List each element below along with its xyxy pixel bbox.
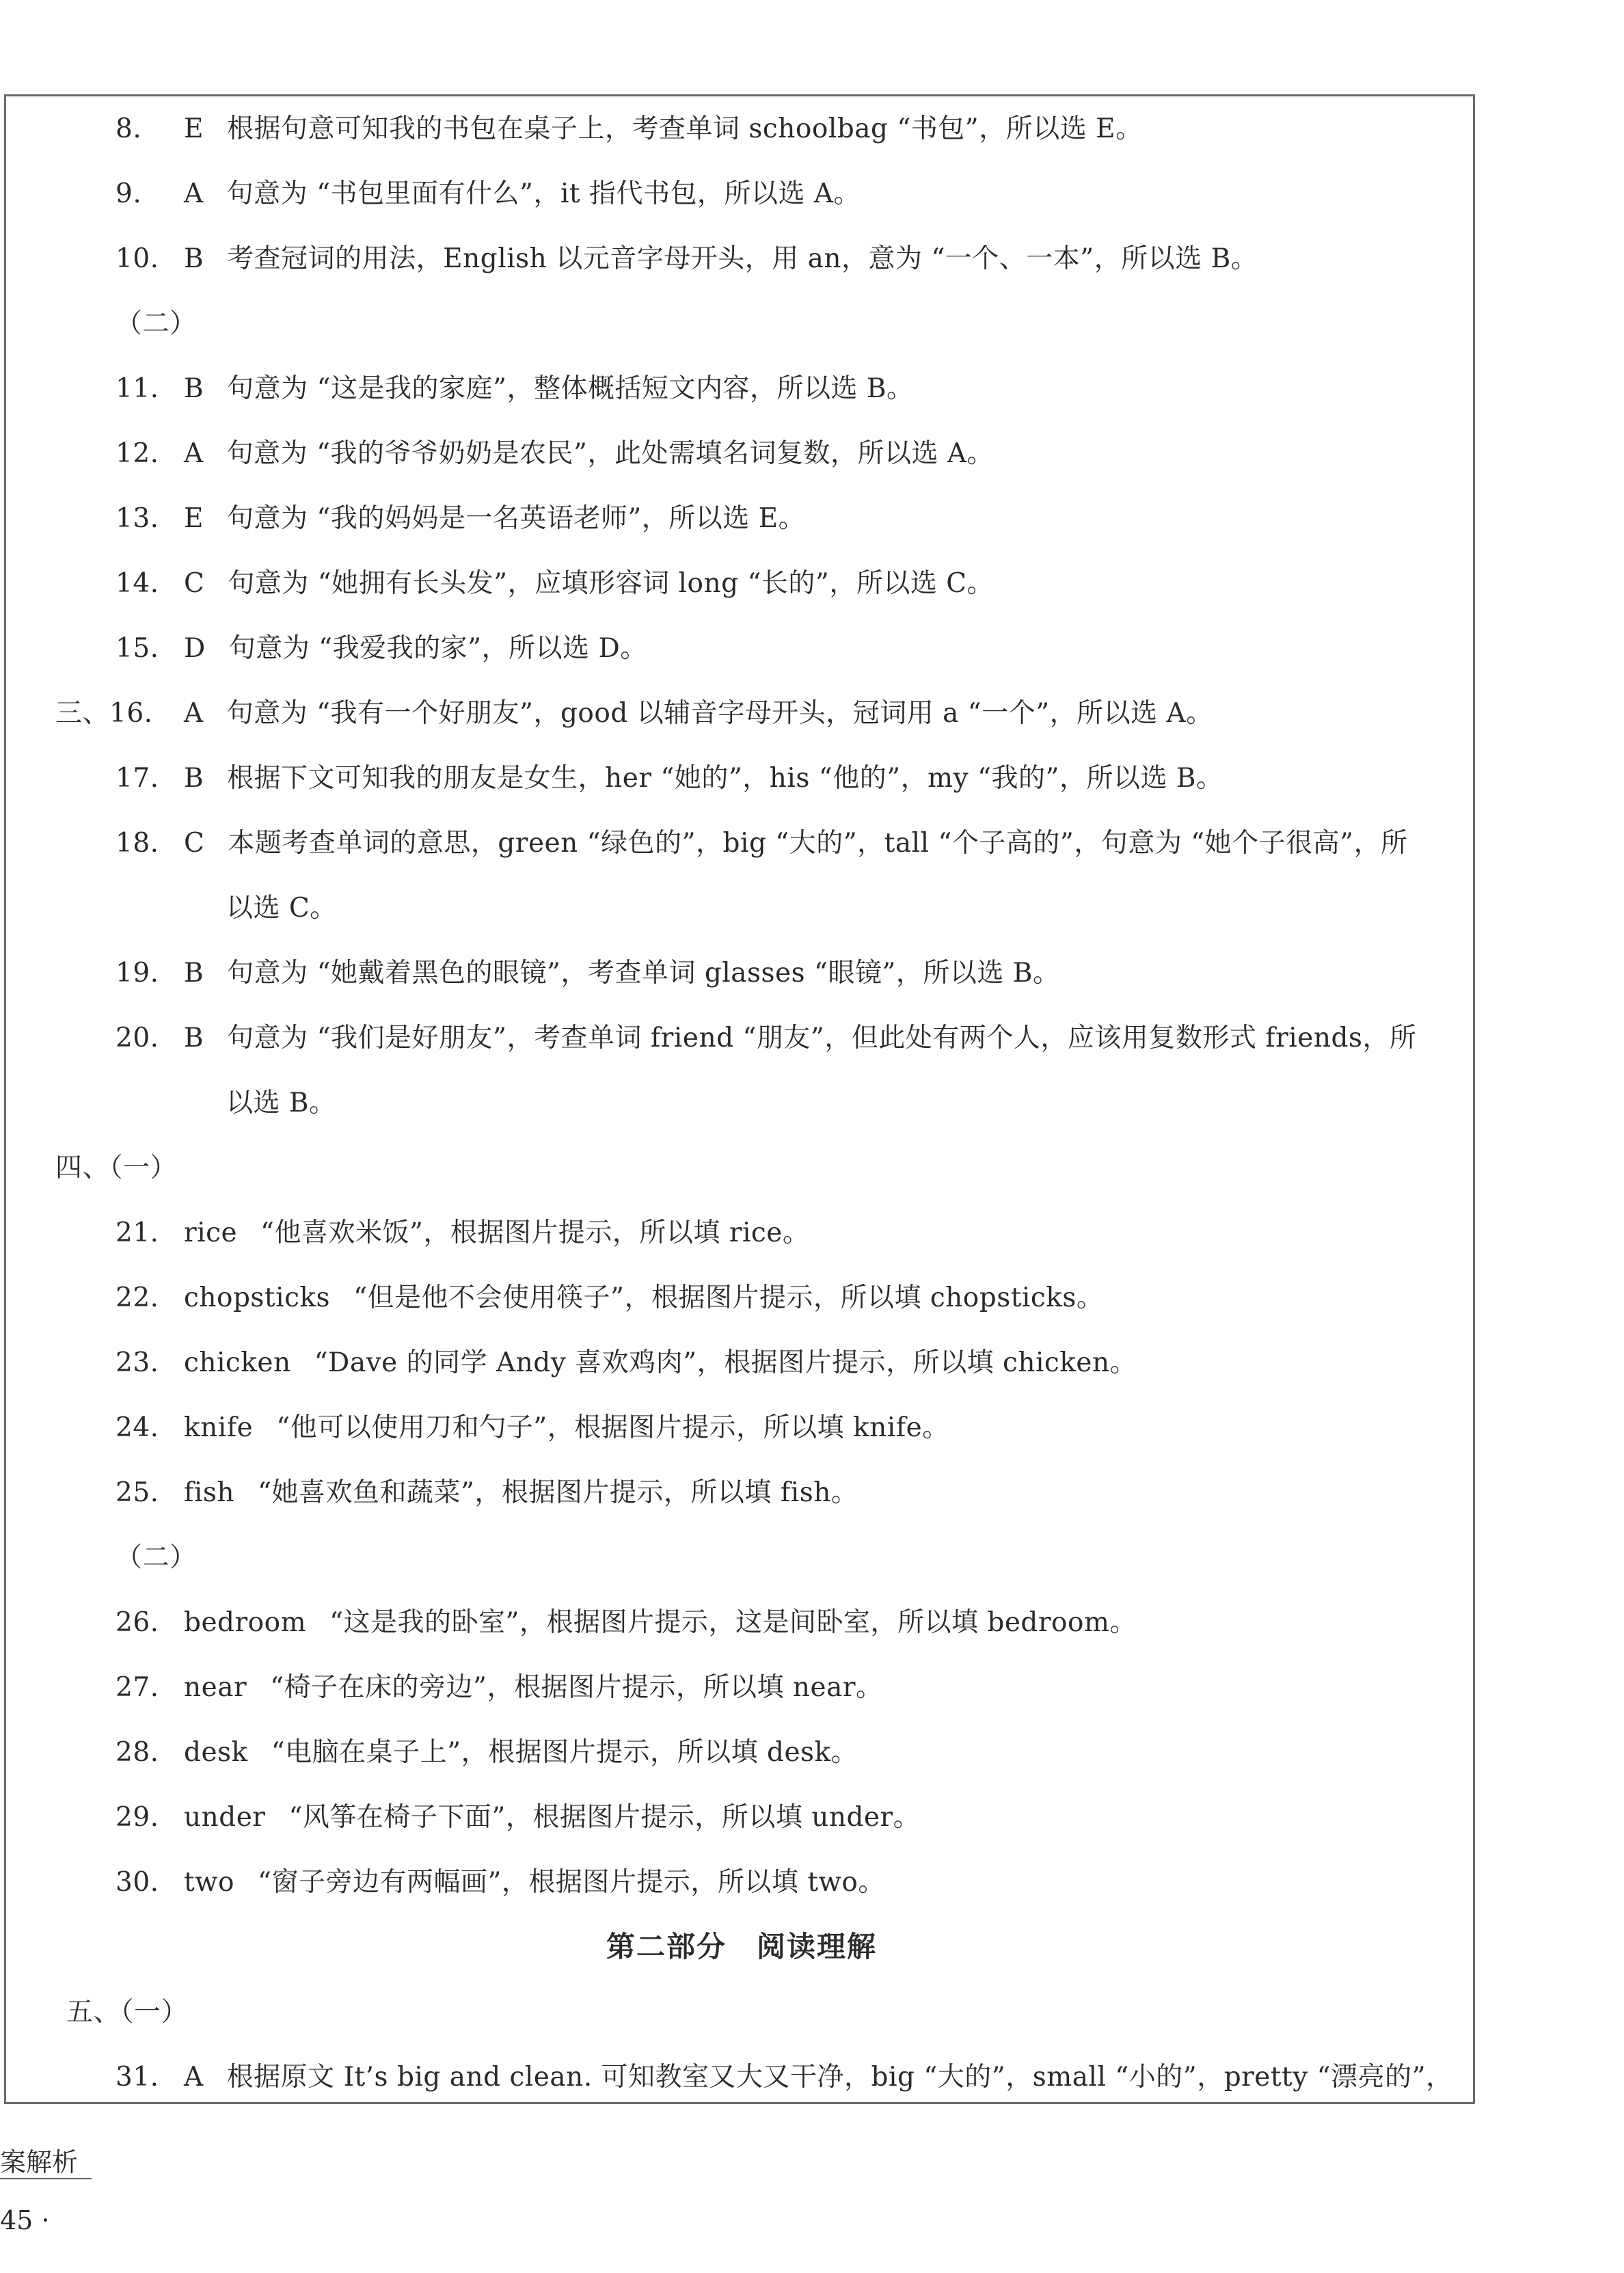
item-answer: B bbox=[184, 763, 204, 794]
section-number: 四、（一） bbox=[55, 1153, 178, 1183]
item-number: 28. bbox=[116, 1737, 159, 1768]
answer-frame bbox=[4, 94, 1475, 2104]
item-number: 11. bbox=[116, 373, 159, 404]
item-number: 27. bbox=[116, 1672, 159, 1703]
answer-line bbox=[116, 762, 1223, 795]
item-number: 22. bbox=[116, 1282, 159, 1313]
item-answer: chopsticks bbox=[184, 1282, 331, 1313]
item-explanation: “她喜欢鱼和蔬菜”，根据图片提示，所以填 fish。 bbox=[258, 1477, 858, 1508]
item-answer: chicken bbox=[184, 1347, 291, 1378]
subsection-number: （二） bbox=[116, 308, 197, 339]
item-explanation: “窗子旁边有两幅画”，根据图片提示，所以填 two。 bbox=[258, 1867, 885, 1898]
item-explanation: 根据原文 It’s big and clean. 可知教室又大又干净，big “大的”，small “小的”，pretty “漂亮的”， bbox=[226, 2062, 1453, 2093]
item-number: 12. bbox=[116, 438, 159, 469]
item-answer: A bbox=[184, 698, 204, 729]
item-explanation: 句意为 “我有一个好朋友”，good 以辅音字母开头，冠词用 a “一个”，所以选 A。 bbox=[226, 698, 1213, 729]
item-number: 25. bbox=[116, 1477, 159, 1508]
item-answer: D bbox=[184, 633, 206, 664]
item-explanation: 根据句意可知我的书包在桌子上，考查单词 schoolbag “书包”，所以选 E。 bbox=[226, 113, 1143, 144]
item-number: 31. bbox=[116, 2062, 159, 2093]
section-heading: 第二部分 阅读理解 bbox=[606, 1930, 877, 1963]
answer-line bbox=[116, 1736, 858, 1769]
answer-line bbox=[116, 373, 914, 405]
item-answer: B bbox=[184, 1023, 204, 1053]
item-explanation: “他喜欢米饭”，根据图片提示，所以填 rice。 bbox=[260, 1218, 810, 1248]
answer-line bbox=[116, 1022, 1416, 1055]
item-explanation: “椅子在床的旁边”，根据图片提示，所以填 near。 bbox=[270, 1672, 883, 1703]
item-answer: two bbox=[184, 1867, 235, 1898]
item-explanation: 句意为 “她戴着黑色的眼镜”，考查单词 glasses “眼镜”，所以选 B。 bbox=[227, 958, 1060, 988]
item-number: 13. bbox=[116, 503, 159, 534]
item-answer: E bbox=[184, 503, 204, 534]
item-answer: B bbox=[184, 373, 204, 404]
answer-line bbox=[116, 1477, 858, 1509]
item-number: 9. bbox=[116, 178, 142, 209]
answer-line bbox=[116, 113, 1143, 146]
answer-line bbox=[116, 1671, 882, 1704]
item-explanation: “风筝在椅子下面”，根据图片提示，所以填 under。 bbox=[288, 1802, 921, 1833]
item-explanation: “他可以使用刀和勺子”，根据图片提示，所以填 knife。 bbox=[276, 1412, 949, 1443]
answer-line bbox=[116, 1412, 949, 1444]
item-explanation: 根据下文可知我的朋友是女生，her “她的”，his “他的”，my “我的”，所以选 B。 bbox=[227, 763, 1223, 794]
item-explanation: 句意为 “我的爷爷奶奶是农民”，此处需填名词复数，所以选 A。 bbox=[226, 438, 994, 469]
item-number: 18. bbox=[116, 828, 159, 859]
item-answer: knife bbox=[184, 1412, 254, 1443]
item-answer: bedroom bbox=[184, 1607, 307, 1638]
item-number: 23. bbox=[116, 1347, 159, 1378]
answer-line-continuation bbox=[226, 892, 337, 925]
subsection-number: （二） bbox=[116, 1542, 197, 1573]
item-number: 三、16. bbox=[55, 698, 153, 729]
item-explanation: 考查冠词的用法，English 以元音字母开头，用 an，意为 “一个、一本”，所以选 B。 bbox=[227, 243, 1258, 274]
answer-line bbox=[116, 1282, 1103, 1315]
answer-line bbox=[116, 178, 861, 211]
answer-line bbox=[116, 1866, 885, 1899]
item-answer: B bbox=[184, 243, 204, 274]
subsection-label bbox=[116, 1542, 197, 1574]
item-explanation: 句意为 “这是我的家庭”，整体概括短文内容，所以选 B。 bbox=[227, 373, 914, 404]
answer-line bbox=[116, 957, 1060, 990]
item-number: 21. bbox=[116, 1218, 159, 1248]
footer-label: 案解析 bbox=[0, 2147, 92, 2179]
answer-line bbox=[116, 2061, 1453, 2094]
answer-line bbox=[116, 438, 994, 470]
answer-line bbox=[116, 567, 994, 600]
item-explanation: 以选 C。 bbox=[226, 893, 337, 924]
item-number: 30. bbox=[116, 1867, 159, 1898]
answer-line bbox=[116, 1217, 809, 1250]
item-answer: fish bbox=[184, 1477, 235, 1508]
answer-line bbox=[116, 502, 805, 535]
item-answer: A bbox=[184, 438, 204, 469]
item-answer: under bbox=[184, 1802, 266, 1833]
item-number: 8. bbox=[116, 113, 142, 144]
item-explanation: 本题考查单词的意思，green “绿色的”，big “大的”，tall “个子高的”，句意为 “她个子很高”，所 bbox=[228, 828, 1408, 859]
item-answer: B bbox=[184, 958, 204, 988]
item-explanation: “但是他不会使用筷子”，根据图片提示，所以填 chopsticks。 bbox=[353, 1282, 1104, 1313]
item-number: 17. bbox=[116, 763, 159, 794]
item-answer: E bbox=[184, 113, 204, 144]
answer-line bbox=[55, 697, 1213, 730]
item-explanation: “这是我的卧室”，根据图片提示，这是间卧室，所以填 bedroom。 bbox=[329, 1607, 1137, 1638]
item-explanation: 以选 B。 bbox=[226, 1088, 336, 1118]
page-number: 45 · bbox=[0, 2205, 50, 2235]
item-number: 15. bbox=[116, 633, 159, 664]
section-label bbox=[66, 1996, 188, 2029]
item-number: 20. bbox=[116, 1023, 159, 1053]
answer-line bbox=[116, 1347, 1137, 1380]
item-number: 19. bbox=[116, 958, 159, 988]
answer-line bbox=[116, 1801, 920, 1834]
subsection-label bbox=[116, 308, 197, 340]
answer-line bbox=[116, 827, 1408, 860]
item-answer: desk bbox=[184, 1737, 248, 1768]
item-answer: rice bbox=[184, 1218, 238, 1248]
item-number: 14. bbox=[116, 568, 159, 599]
section-label bbox=[55, 1152, 177, 1185]
answer-line bbox=[116, 632, 647, 665]
item-number: 26. bbox=[116, 1607, 159, 1638]
answer-line bbox=[116, 243, 1258, 275]
item-answer: A bbox=[184, 2062, 204, 2093]
section-number: 五、（一） bbox=[66, 1997, 189, 2028]
item-explanation: “Dave 的同学 Andy 喜欢鸡肉”，根据图片提示，所以填 chicken。 bbox=[314, 1347, 1137, 1378]
item-explanation: 句意为 “我的妈妈是一名英语老师”，所以选 E。 bbox=[226, 503, 806, 534]
item-answer: A bbox=[184, 178, 204, 209]
item-explanation: 句意为 “书包里面有什么”，it 指代书包，所以选 A。 bbox=[226, 178, 861, 209]
item-explanation: 句意为 “她拥有长头发”，应填形容词 long “长的”，所以选 C。 bbox=[228, 568, 994, 599]
answer-line-continuation bbox=[226, 1087, 336, 1120]
item-answer: near bbox=[184, 1672, 247, 1703]
item-number: 24. bbox=[116, 1412, 159, 1443]
item-explanation: 句意为 “我爱我的家”，所以选 D。 bbox=[228, 633, 647, 664]
item-answer: C bbox=[184, 568, 205, 599]
item-explanation: 句意为 “我们是好朋友”，考查单词 friend “朋友”，但此处有两个人，应该用复数形式 friends，所 bbox=[227, 1023, 1417, 1053]
item-answer: C bbox=[184, 828, 205, 859]
item-number: 29. bbox=[116, 1802, 159, 1833]
item-explanation: “电脑在桌子上”，根据图片提示，所以填 desk。 bbox=[271, 1737, 858, 1768]
answer-line bbox=[116, 1606, 1137, 1639]
item-number: 10. bbox=[116, 243, 159, 274]
